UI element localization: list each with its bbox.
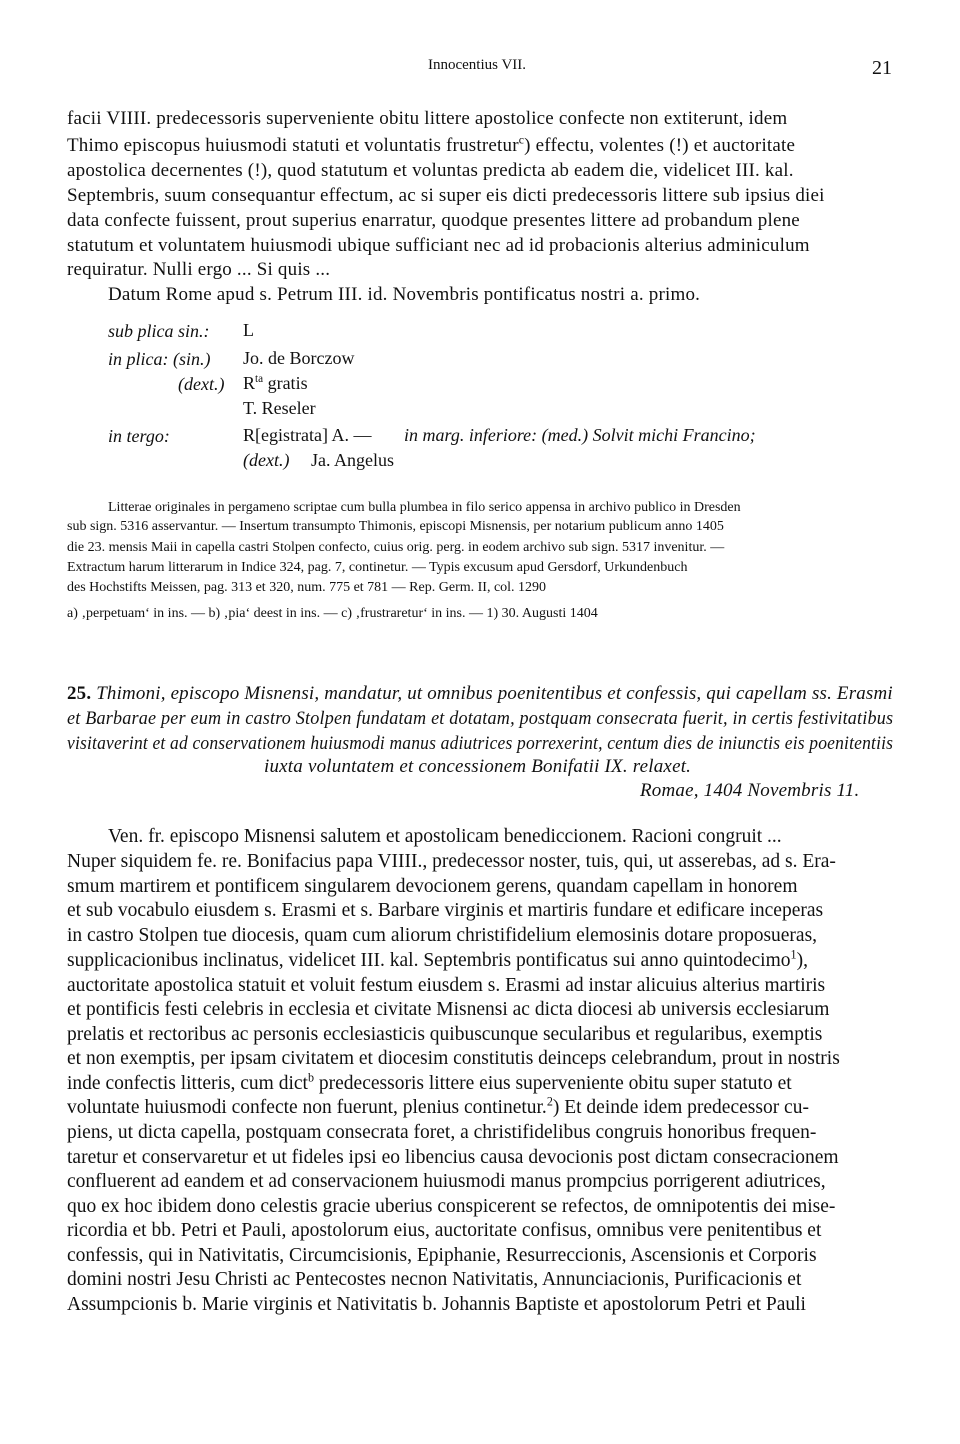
text-line: domini nostri Jesu Christi ac Pentecostes necnon Nativitatis, Annunciacionis, Purificacionis et xyxy=(67,1269,802,1290)
text-line: Thimo episcopus huiusmodi statuti et voluntatis frustretur$^c$) effectu, volentes (!) et auctoritate xyxy=(67,133,796,156)
tergo-registrata: R[egistrata] A. — xyxy=(243,425,372,445)
text-line: piens, ut dicta capella, postquam consecrata foret, a christifidelibus congruis honoribus frequen- xyxy=(67,1122,817,1143)
text-line: prelatis et rectoribus ac personis ecclesiasticis quibuscunque secularibus et regularibus, exemptis xyxy=(67,1024,823,1045)
note-line: des Hochstifts Meissen, pag. 313 et 320, num. 775 et 781 — Rep. Germ. II, col. 1290 xyxy=(67,580,547,595)
footnotes-line xyxy=(67,606,598,622)
text-line: smum martirem et pontificem singularem devocionem gerens, quandam capellam in honorem xyxy=(67,876,798,897)
text-line: Assumpcionis b. Marie virginis et Nativitatis b. Johannis Baptiste et apostolorum Petri et Pauli xyxy=(67,1294,806,1315)
text-line: voluntate huiusmodi confecte non fuerunt, plenius continetur.$^2$) Et deinde idem predecessor cu- xyxy=(67,1094,809,1118)
datum-line: Datum Rome apud s. Petrum III. id. Novembris pontificatus nostri a. primo. xyxy=(108,284,701,305)
entry-line: 25. Thimoni, episcopo Misnensi, mandatur, ut omnibus poenitentibus et confessis, qui capellam ss. Erasmi xyxy=(67,683,893,704)
text-line: auctoritate apostolica statuit et voluit festum eiusdem s. Erasmi ad instar alicuius alterius martiris xyxy=(67,975,826,996)
text-line: in castro Stolpen tue diocesis, quam cum aliorum christifidelium elemosinis dotare proposueras, xyxy=(67,925,818,946)
footnote-c: c) ‚frustraretur‘ in ins. — xyxy=(341,606,484,621)
text-line: confessis, qui in Nativitatis, Circumcisionis, Epiphanie, Resurreccionis, Ascensionis et Corporis xyxy=(67,1245,817,1266)
reseler-line: T. Reseler xyxy=(243,398,316,418)
note-line: Extractum harum litterarum in Indice 324, pag. 7, continetur. — Typis excusum apud Gersdorf, Urkundenbuch xyxy=(67,560,688,575)
text-line: ricordia et bb. Petri et Pauli, apostolorum eius, auctoritate confisus, omnibus vere penitentibus et xyxy=(67,1220,822,1241)
text-line: Ven. fr. episcopo Misnensi salutem et apostolicam benediccionem. Racioni congruit ... xyxy=(108,826,782,847)
entry-line: iuxta voluntatem et concessionem Bonifatii IX. relaxet. xyxy=(264,756,692,777)
text-line: taretur et conservaretur et ut fideles ipsi eo libencius causa devocionis post dictam consecracionem xyxy=(67,1147,839,1168)
in-plica-value: Jo. de Borczow xyxy=(243,348,355,368)
tergo-margin-note: in marg. inferiore: (med.) Solvit michi Francino; xyxy=(404,425,756,445)
dext-value: $R^{ta}$ gratis xyxy=(243,373,308,393)
text-line: et pontificis festi celebris in ecclesia et civitate Misnensi ac dicta diocesi ab universis ecclesiarum xyxy=(67,999,830,1020)
footnote-mark: 2 xyxy=(546,1094,553,1109)
text-line: supplicacionibus inclinatus, videlicet III. kal. Septembris pontificatus sui anno quintodecimo$^1$), xyxy=(67,947,808,971)
footnote-1: 1) 30. Augusti 1404 xyxy=(486,606,598,621)
entry-line: visitaverint et ad conservationem huiusmodi manus adiutrices porrexerint, centum dies de iniunctis eis poenitentiis xyxy=(67,733,894,754)
note-line: Litterae originales in pergameno scriptae cum bulla plumbea in filo serico appensa in archivo publico in Dresden xyxy=(108,500,741,515)
text-line: statutum et voluntatem huiusmodi ubique sufficiant nec ad id probacionis alterius adminiculum xyxy=(67,235,810,256)
entry-date: Romae, 1404 Novembris 11. xyxy=(640,780,860,801)
footnote-mark: c xyxy=(518,133,525,147)
text-line: apostolica decernentes (!), quod statutum et voluntas predicta ab eadem die, videlicet III. kal. xyxy=(67,160,794,181)
text-line: requiratur. Nulli ergo ... Si quis ... xyxy=(67,259,331,280)
in-plica-label: in plica: (sin.) xyxy=(108,349,211,369)
text-line: Nuper siquidem fe. re. Bonifacius papa VIIII., predecessor noster, tuis, qui, ut asserebas, ad s. Era- xyxy=(67,851,836,872)
text-line: confluerent ad eandem et ad conservacionem huiusmodi manus prompcius porrigerent adiutrices, xyxy=(67,1171,826,1192)
text-line: quo ex hoc ibidem dono celestis gracie uberius conspicerent se refectos, de omnipotentis dei mise- xyxy=(67,1196,836,1217)
dext2-value: Ja. Angelus xyxy=(311,450,394,470)
footnote-b: b) ‚pia‘ deest in ins. — xyxy=(208,606,338,621)
dext2-label: (dext.) xyxy=(243,450,290,470)
page-number: 21 xyxy=(872,57,892,79)
footnote-a: a) ‚perpetuam‘ in ins. — xyxy=(67,606,206,621)
in-tergo-label: in tergo: xyxy=(108,426,170,446)
text-line: et non exemptis, per ipsam civitatem et diocesim constitutis deinceps celebrandum, prout in nostris xyxy=(67,1048,840,1069)
sub-plica-label: sub plica sin.: xyxy=(108,321,210,341)
dext-label: (dext.) xyxy=(178,374,225,394)
entry-number: 25. xyxy=(67,683,92,704)
text-line: Septembris, suum consequantur effectum, ac si super eis dicti predecessoris littere sub ipsius diei xyxy=(67,185,825,206)
text-line: et sub vocabulo eiusdem s. Erasmi et s. Barbare virginis et martiris fundare et edificare inceperas xyxy=(67,900,824,921)
text-line: facii VIIII. predecessoris superveniente obitu littere apostolice confecte non extiterunt, idem xyxy=(67,108,788,129)
footnote-mark: 1 xyxy=(790,947,797,962)
text-line: data confecte fuissent, prout superius enarratur, quodque presentes littere ad probandum plene xyxy=(67,210,800,231)
note-line: sub sign. 5316 asservantur. — Insertum transumpto Thimonis, episcopi Misnensis, per notarium publicum anno 1405 xyxy=(67,519,724,534)
entry-line: et Barbarae per eum in castro Stolpen fundatam et dotatam, postquam consecrata fuerit, in certis festivitatibus xyxy=(67,708,894,729)
running-head: Innocentius VII. xyxy=(428,57,527,73)
footnote-mark: b xyxy=(307,1070,315,1085)
sub-plica-value: L xyxy=(243,320,254,340)
note-line: die 23. mensis Maii in capella castri Stolpen confecto, cuius orig. perg. in eodem archivo sub sign. 5317 invenitur. — xyxy=(67,540,725,555)
text-line: inde confectis litteris, cum dict$^b$ predecessoris littere eius superveniente obitu super statuto et xyxy=(67,1070,792,1094)
